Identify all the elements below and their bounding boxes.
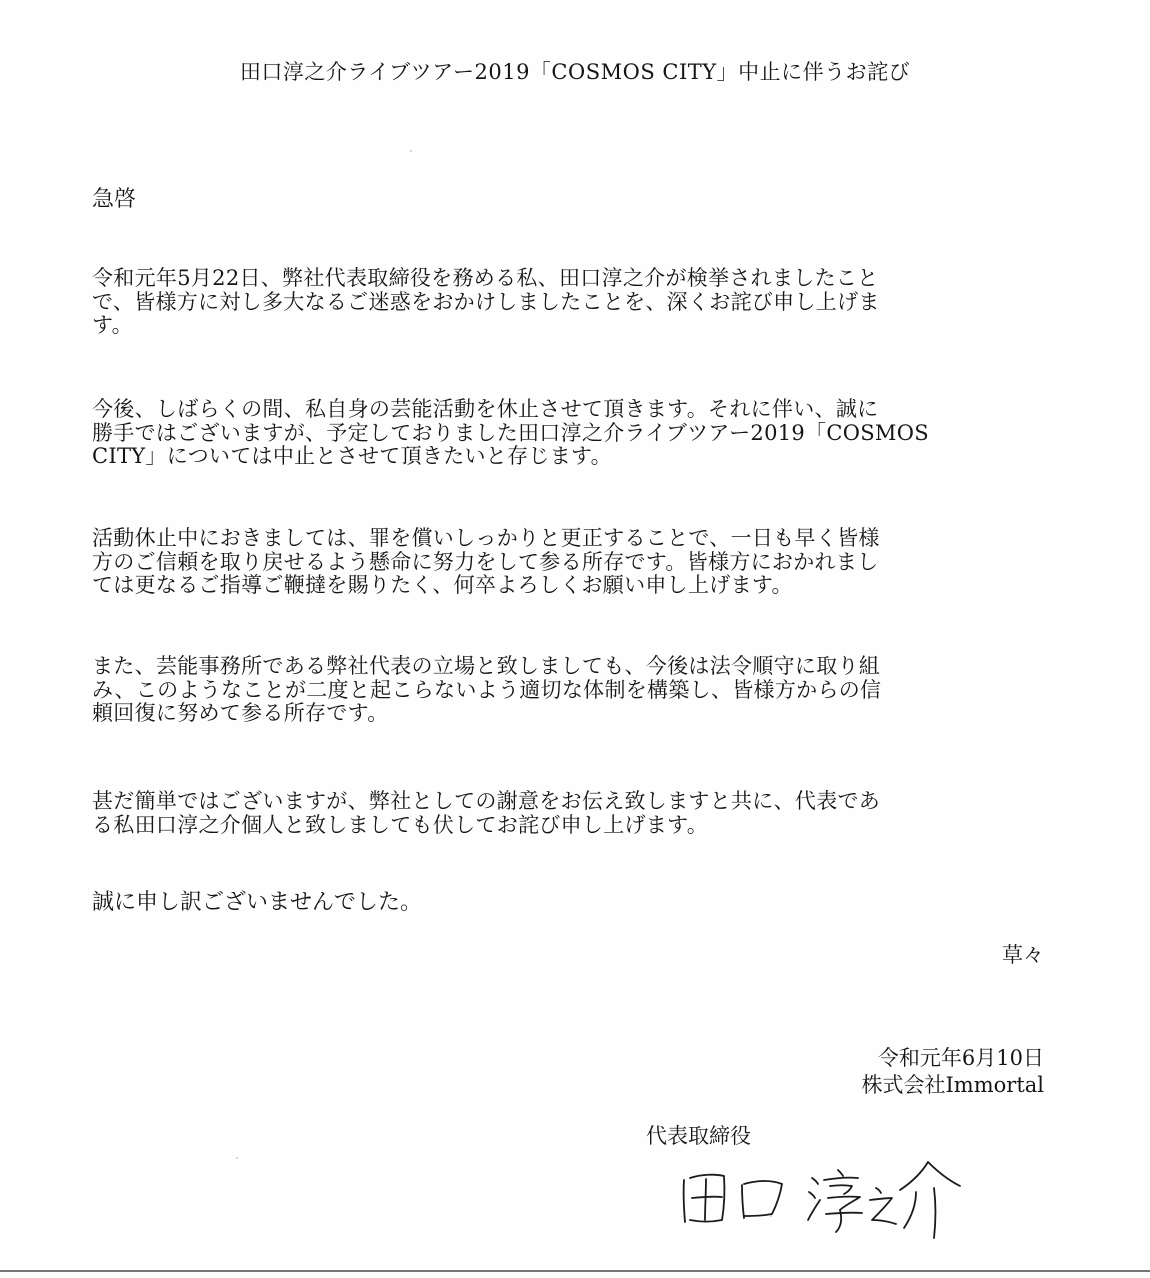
representative-title: 代表取締役 (646, 1124, 751, 1148)
paragraph-1 (92, 267, 1052, 338)
signature-stroke (692, 1197, 722, 1198)
signature-stroke (742, 1185, 744, 1218)
paragraph-line: 今後、しばらくの間、私自身の芸能活動を休止させて頂きます。それに伴い、誠に (92, 397, 879, 421)
signature-stroke (824, 1178, 858, 1180)
paper-speck (410, 150, 412, 152)
signature-stroke (830, 1185, 852, 1194)
paragraph-line: CITY」については中止とさせて頂きたいと存じます。 (92, 444, 612, 468)
signature-stroke (928, 1162, 960, 1186)
document-title: 田口淳之介ライブツアー2019「COSMOS CITY」中止に伴うお詫び (239, 60, 911, 84)
signature-stroke (705, 1179, 706, 1220)
paragraph-3 (92, 527, 1052, 598)
paragraph-line: 勝手ではございますが、予定しておりました田口淳之介ライブツアー2019「COSMOS (92, 420, 929, 445)
letter-date: 令和元年6月10日 (877, 1046, 1044, 1070)
paragraph-2 (92, 398, 1052, 469)
paragraph-line: で、皆様方に対し多大なるご迷惑をおかけしましたことを、深くお詫び申し上げま (92, 289, 880, 314)
signature-stroke (812, 1178, 818, 1184)
paragraph-line: 甚だ簡単ではございますが、弊社としての謝意をお伝え致しますと共に、代表であ (92, 789, 881, 813)
signature-stroke (904, 1192, 916, 1228)
signature-stroke (809, 1192, 815, 1198)
closing-line: 誠に申し訳ございませんでした。 (92, 890, 423, 915)
signature-stroke (684, 1180, 685, 1222)
paper-speck (236, 1157, 238, 1159)
paper-speck (770, 1215, 772, 1217)
signature-stroke (838, 1170, 843, 1176)
paragraph-line: す。 (92, 313, 133, 337)
company-name: 株式会社Immortal (861, 1073, 1044, 1097)
paragraph-line: また、芸能事務所である弊社代表の立場と致しましても、今後は法令順守に取り組 (92, 654, 881, 678)
signature-stroke (744, 1181, 782, 1216)
salutation: 急啓 (92, 187, 137, 212)
paragraph-line: 活動休止中におきましては、罪を償いしっかりと更正することで、一日も早く皆様 (92, 526, 880, 550)
paragraph-line: み、このようなことが二度と起こらないよう適切な体制を構築し、皆様方からの信 (92, 677, 882, 702)
paragraph-5 (92, 790, 1052, 837)
paragraph-line: 頼回復に努めて参る所存です。 (92, 701, 389, 725)
bottom-rule (0, 1270, 1150, 1272)
signature-stroke (870, 1198, 896, 1224)
paragraph-line: 令和元年5月22日、弊社代表取締役を務める私、田口淳之介が検挙されましたこと (92, 266, 879, 290)
signature-stroke (876, 1188, 881, 1193)
complimentary-close: 草々 (1002, 943, 1044, 967)
signature-stroke (826, 1213, 862, 1214)
signature-stroke (900, 1162, 928, 1190)
signature-stroke (808, 1200, 820, 1220)
paragraph-4 (92, 655, 1052, 726)
handwritten-signature (672, 1158, 972, 1243)
signature-stroke (828, 1197, 860, 1210)
signature-stroke (934, 1188, 936, 1238)
paragraph-line: ては更なるご指導ご鞭撻を賜りたく、何卒よろしくお願い申し上げます。 (92, 573, 793, 597)
paragraph-line: 方のご信頼を取り戻せるよう懸命に努力をして参る所存です。皆様方におかれまし (92, 549, 879, 574)
paragraph-line: る私田口淳之介個人と致しましても伏してお詫び申し上げます。 (92, 812, 709, 837)
